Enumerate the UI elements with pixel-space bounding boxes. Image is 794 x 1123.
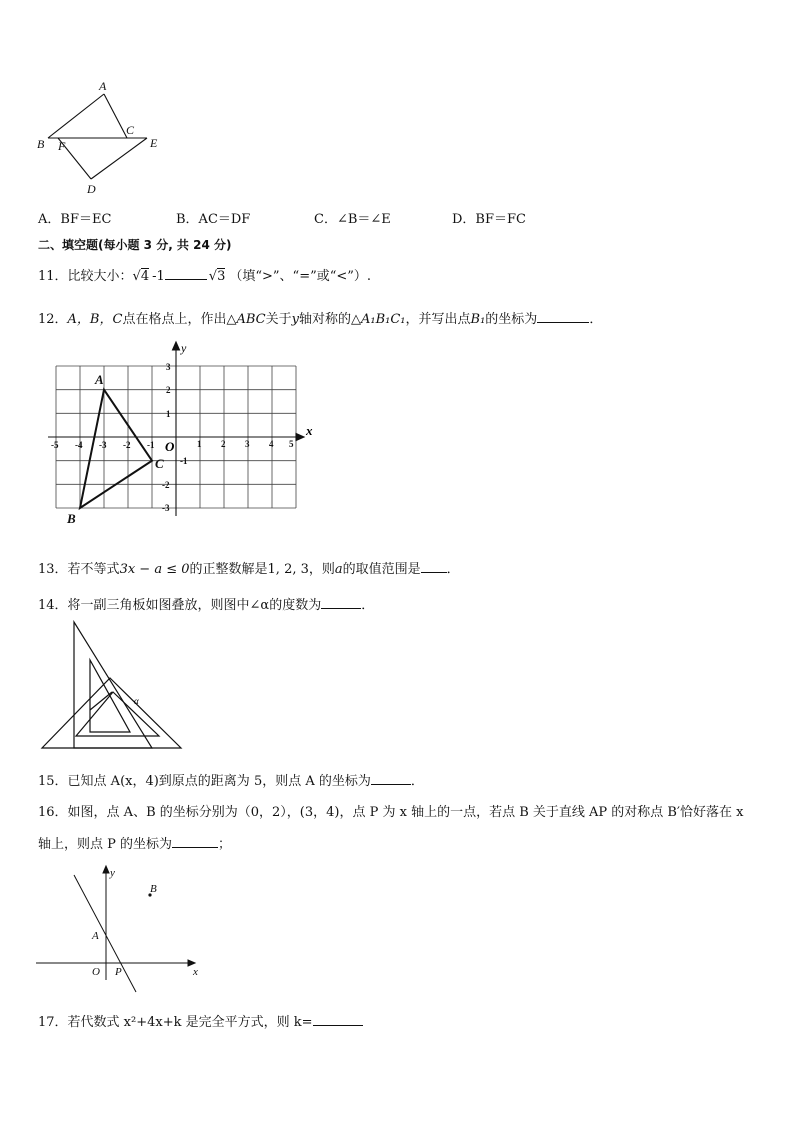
q12-points: A，B，C (67, 312, 123, 327)
fig16-x-label: x (193, 966, 198, 978)
q11-answer-blank (165, 268, 207, 280)
q12-text-5: 的坐标为 (485, 312, 538, 327)
y-tick-2: 2 (166, 385, 171, 395)
y-tick-m1: -1 (180, 456, 188, 466)
q11-radicand-2: 3 (217, 269, 226, 284)
label-f: F (58, 139, 66, 153)
q11-instruction: （填“>”、“=”或“<”）. (229, 269, 372, 284)
option-d: D．BF＝FC (452, 212, 526, 227)
y-axis-label: y (181, 341, 187, 355)
label-a: A (99, 79, 107, 93)
alpha-label: α (134, 696, 139, 706)
q11-minus-one: -1 (152, 269, 165, 284)
x-tick-m4: -4 (75, 440, 83, 450)
q13-number: 13． (38, 562, 68, 577)
x-tick-5: 5 (289, 439, 294, 449)
sqrt-sign-2: √ (208, 269, 218, 284)
q12-text-2: 关于 (265, 312, 292, 327)
q12-coordinate-grid (40, 340, 313, 530)
x-axis-label: x (306, 423, 313, 438)
q17-answer-blank (313, 1014, 363, 1026)
question-17 (38, 1011, 363, 1030)
q13-inequality: 3x − a ≤ 0 (119, 562, 190, 577)
q16-end: ； (218, 837, 232, 852)
q14-set-squares-figure (38, 618, 188, 754)
option-a: A．BF＝EC (38, 212, 112, 227)
question-11 (38, 265, 371, 284)
label-e: E (150, 136, 158, 150)
fig16-origin-label: O (92, 966, 100, 978)
q11-radicand-1: 4 (140, 269, 150, 284)
grid-point-a-label: A (95, 372, 104, 387)
q13-text-2: 的正整数解是 (189, 562, 268, 577)
q14-text: 14．将一副三角板如图叠放，则图中∠α的度数为 (38, 598, 322, 613)
grid-point-b-label: B (67, 511, 76, 526)
x-tick-3: 3 (245, 439, 250, 449)
q16-text-2: 轴上，则点 P 的坐标为 (38, 837, 173, 852)
q13-end: ． (446, 562, 460, 577)
q15-end: ． (410, 774, 424, 789)
fig16-point-b-label: B (150, 883, 157, 895)
set-square-large (74, 622, 152, 748)
section-title: 二、填空题(每小题 3 分, 共 24 分) (38, 238, 232, 252)
fig16-y-label: y (110, 867, 115, 879)
axes (48, 342, 304, 516)
question-16-line-2 (38, 833, 231, 852)
q15-text: 15．已知点 A(x，4)到原点的距离为 5，则点 A 的坐标为 (38, 774, 371, 789)
q12-text-1: 点在格点上，作出 (122, 312, 227, 327)
q12-text-3: 轴对称的 (298, 312, 351, 327)
segment-ac (104, 94, 127, 138)
sqrt-sign-1: √ (132, 269, 141, 284)
x-tick-1: 1 (197, 439, 202, 449)
label-b: B (37, 137, 45, 151)
question-13 (38, 558, 460, 577)
q11-number: 11．比较大小： (38, 269, 133, 284)
q12-number: 12． (38, 312, 68, 327)
q14-end: ． (361, 598, 375, 613)
q12-point-b1: B₁ (470, 312, 486, 327)
q13-text-1: 若不等式 (67, 562, 120, 577)
question-15 (38, 770, 424, 789)
y-tick-3: 3 (166, 362, 171, 372)
x-tick-m3: -3 (99, 440, 107, 450)
q12-axis: y (291, 312, 299, 327)
q10-figure (34, 76, 174, 198)
option-c: C．∠B＝∠E (314, 212, 391, 227)
q16-answer-blank (172, 836, 218, 848)
line-ap (74, 875, 136, 992)
fig16-point-p-label: P (115, 966, 122, 978)
q13-solutions: 1, 2, 3 (267, 562, 309, 577)
grid-point-c-label: C (155, 456, 164, 471)
set-square-45 (42, 678, 181, 748)
label-d: D (87, 182, 96, 196)
x-tick-2: 2 (221, 439, 226, 449)
q13-text-4: 的取值范围是 (342, 562, 421, 577)
q14-answer-blank (321, 597, 361, 609)
segment-de (91, 138, 147, 179)
x-tick-4: 4 (269, 439, 274, 449)
q13-answer-blank (421, 561, 447, 573)
question-14 (38, 594, 374, 613)
x-tick-m2: -2 (123, 440, 131, 450)
x-tick-m1: -1 (147, 440, 155, 450)
question-16-line-1: 16．如图，点 A、B 的坐标分别为（0，2），(3，4)，点 P 为 x 轴上的一点，若点 B 关于直线 AP 的对称点 B′恰好落在 x (38, 805, 744, 820)
segment-ba (48, 94, 104, 138)
q13-variable: a (334, 562, 343, 577)
q12-triangle-2: △A₁B₁C₁ (350, 312, 406, 327)
q12-answer-blank (537, 311, 589, 323)
q12-text-4: ，并写出点 (405, 312, 471, 327)
triangle-abc (80, 390, 152, 508)
question-12 (38, 308, 602, 327)
q16-figure (36, 862, 201, 982)
fig16-y-arrow (103, 866, 109, 873)
fig16-point-a-label: A (92, 930, 99, 942)
origin-label: O (165, 439, 175, 454)
y-tick-m2: -2 (162, 480, 170, 490)
label-c: C (126, 123, 135, 137)
q12-triangle: △ABC (226, 312, 266, 327)
option-b: B．AC＝DF (176, 212, 251, 227)
q15-answer-blank (371, 773, 411, 785)
x-tick-m5: -5 (51, 440, 59, 450)
y-tick-1: 1 (166, 409, 171, 419)
q13-text-3: ，则 (308, 562, 335, 577)
q12-end: ． (589, 312, 603, 327)
y-tick-m3: -3 (162, 503, 170, 513)
q17-text: 17．若代数式 x²+4x+k 是完全平方式，则 k= (38, 1015, 313, 1030)
